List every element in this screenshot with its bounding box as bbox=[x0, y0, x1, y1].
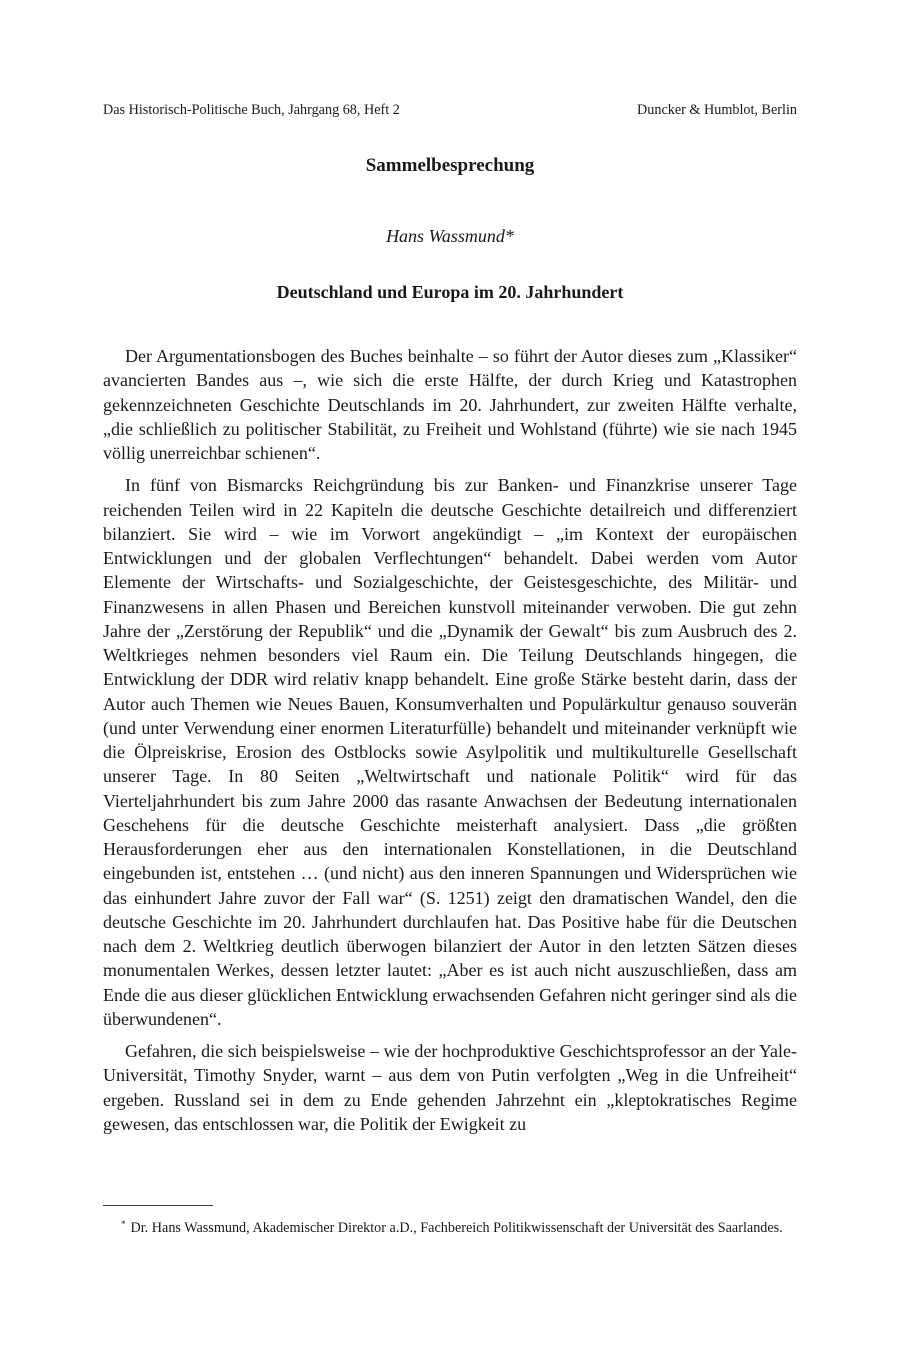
paragraph-1: Der Argumentationsbogen des Buches beinhalte – so führt der Autor dieses zum „Klassiker“ avancierten Bandes aus –, wie sich die erste Hälfte, der durch Krieg und Katastrophen gekennzeichneten Geschichte Deutschlands im 20. Jahrhundert, zur zweiten Hälfte verhalte, „die schließlich zu politischer Stabilität, zu Freiheit und Wohlstand (führte) wie sie nach 1945 völlig unerreichbar schienen“. bbox=[103, 346, 797, 463]
author-name: Hans Wassmund* bbox=[386, 226, 514, 246]
paragraph-2: In fünf von Bismarcks Reichgründung bis zur Banken- und Finanzkrise unserer Tage reichenden Teilen wird in 22 Kapiteln die deutsche Geschichte detailreich und differenziert bilanziert. Sie wird – wie im Vorwort angekündigt – „im Kontext der europäischen Entwicklungen und der globalen Verflechtungen“ behandelt. Dabei werden vom Autor Elemente der Wirtschafts- und Sozialgeschichte, der Geistesgeschichte, des Militär- und Finanzwesens in allen Phasen und Bereichen kunstvoll miteinander verwoben. Die gut zehn Jahre der „Zerstörung der Republik“ und die „Dynamik der Gewalt“ bis zum Ausbruch des 2. Weltkrieges nehmen besonders viel Raum ein. Die Teilung Deutschlands hingegen, die Entwicklung der DDR wird relativ knapp behandelt. Eine große Stärke besteht darin, dass der Autor auch Themen wie Neues Bauen, Konsumverhalten und Populärkultur genauso souverän (und unter Verwendung einer enormen Literaturfülle) behandelt und miteinander verknüpft wie die Ölpreiskrise, Erosion des Ostblocks sowie Asylpolitik und multikulturelle Gesellschaft unserer Tage. In 80 Seiten „Weltwirtschaft und nationale Politik“ wird für das Vierteljahrhundert bis zum Jahre 2000 das rasante Anwachsen der Bedeutung internationalen Geschehens für die deutsche Geschichte meisterhaft analysiert. Dass „die größten Herausforderungen eher aus den internationalen Konstellationen, in die Deutschland eingebunden ist, entstehen … (und nicht) aus den inneren Spannungen und Widersprüchen wie das einhundert Jahre zuvor der Fall war“ (S. 1251) zeigt den dramatischen Wandel, den die deutsche Geschichte im 20. Jahrhundert durchlaufen hat. Das Positive habe für die Deutschen nach dem 2. Weltkrieg deutlich überwogen bilanziert der Autor in den letzten Sätzen dieses monumentalen Werkes, dessen letzter lautet: „Aber es ist auch nicht auszuschließen, dass am Ende die aus dieser glücklichen Entwicklung erwachsenden Gefahren nicht geringer sind als die überwundenen“. bbox=[103, 475, 797, 1029]
running-head bbox=[103, 101, 797, 119]
section-title: Sammelbesprechung bbox=[365, 155, 535, 176]
footnote-marker: * bbox=[121, 1219, 126, 1229]
body-text bbox=[103, 344, 797, 1144]
article-title: Deutschland und Europa im 20. Jahrhundert bbox=[276, 282, 624, 302]
footnote-text: Dr. Hans Wassmund, Akademischer Direktor a.D., Fachbereich Politikwissenschaft der Universität des Saarlandes. bbox=[130, 1220, 783, 1236]
footnote-rule bbox=[103, 1205, 213, 1206]
running-head-journal: Das Historisch-Politische Buch, Jahrgang 68, Heft 2 bbox=[103, 102, 400, 118]
paragraph-3: Gefahren, die sich beispielsweise – wie der hochproduktive Geschichtsprofessor an der Yale-Universität, Timothy Snyder, warnt – aus dem von Putin verfolgten „Weg in die Unfreiheit“ ergeben. Russland sei in dem zu Ende gehenden Jahrzehnt ein „kleptokratisches Regime gewesen, das entschlossen war, die Politik der Ewigkeit zu bbox=[103, 1041, 797, 1134]
footnote bbox=[103, 1215, 797, 1238]
running-head-publisher: Duncker & Humblot, Berlin bbox=[637, 102, 797, 118]
